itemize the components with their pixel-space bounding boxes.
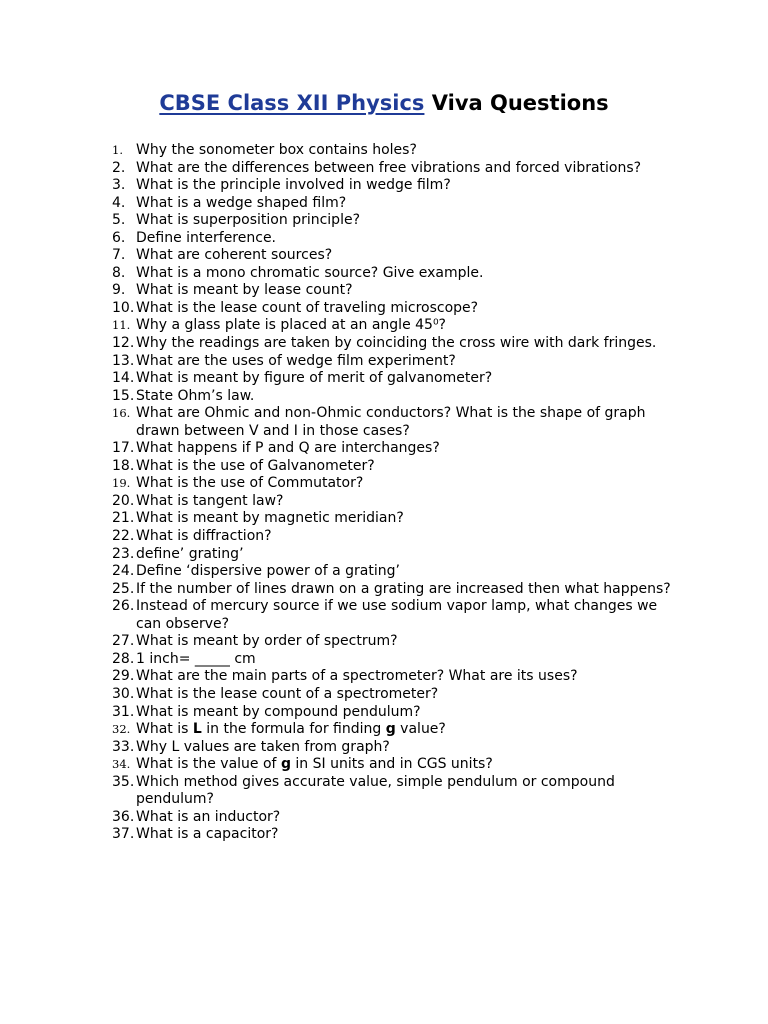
question-text: What is meant by magnetic meridian? [136, 510, 404, 527]
question-number: 19. [112, 476, 131, 491]
question-number: 11. [112, 318, 131, 333]
question-text: What are the main parts of a spectrometer? What are its uses? [136, 668, 578, 685]
question-text-part: What is [136, 721, 193, 738]
question-text: What are Ohmic and non-Ohmic conductors? What is the shape of graph drawn between V and I in those cases? [136, 405, 650, 439]
question-text: What is diffraction? [136, 528, 272, 545]
question-text: State Ohm’s law. [136, 387, 255, 404]
list-item [112, 546, 672, 564]
title-link[interactable]: CBSE Class XII Physics [159, 91, 425, 115]
question-text: What are the differences between free vibrations and forced vibrations? [136, 159, 642, 176]
list-item [112, 353, 672, 371]
list-item [112, 651, 672, 669]
question-text: What is the lease count of traveling microscope? [136, 299, 479, 316]
question-text: What is meant by lease count? [136, 282, 353, 299]
list-item [112, 160, 672, 178]
question-text: What is meant by order of spectrum? [136, 633, 398, 650]
question-text [136, 756, 672, 774]
list-item [112, 388, 672, 406]
bold-term: L [192, 721, 202, 738]
list-item [112, 739, 672, 757]
list-item [112, 212, 672, 230]
question-text: What happens if P and Q are interchanges? [136, 440, 440, 457]
question-text: What is a wedge shaped film? [136, 194, 347, 211]
question-text: What is a capacitor? [136, 826, 279, 843]
list-item [112, 230, 672, 248]
question-number: 18. [112, 457, 135, 474]
bold-term: g [385, 721, 396, 738]
list-item [112, 475, 672, 493]
question-text: What is the use of Galvanometer? [136, 457, 375, 474]
question-number: 7. [112, 247, 126, 264]
question-text: What is tangent law? [136, 492, 284, 509]
question-number: 28. [112, 650, 135, 667]
list-item [112, 247, 672, 265]
question-number: 15. [112, 387, 135, 404]
question-number: 25. [112, 580, 135, 597]
question-number: 27. [112, 633, 135, 650]
list-item [112, 686, 672, 704]
question-text: Define interference. [136, 229, 277, 246]
question-number: 35. [112, 773, 135, 790]
question-number: 16. [112, 406, 131, 421]
list-item [112, 195, 672, 213]
question-text: Define ‘dispersive power of a grating’ [136, 563, 400, 580]
list-item [112, 317, 672, 335]
question-number: 23. [112, 545, 135, 562]
list-item [112, 721, 672, 739]
question-text: Why the sonometer box contains holes? [136, 142, 417, 158]
question-number: 9. [112, 282, 126, 299]
question-text-part: value? [395, 721, 446, 738]
question-number: 12. [112, 335, 135, 352]
question-number: 10. [112, 299, 135, 316]
question-number: 6. [112, 229, 126, 246]
question-number: 13. [112, 352, 135, 369]
question-text: What is meant by figure of merit of galvanometer? [136, 370, 493, 387]
question-number: 2. [112, 159, 126, 176]
list-item [112, 633, 672, 651]
question-list [112, 142, 672, 844]
question-number: 20. [112, 492, 135, 509]
list-item [112, 563, 672, 581]
list-item [112, 282, 672, 300]
question-number: 31. [112, 703, 135, 720]
list-item [112, 440, 672, 458]
question-text: Instead of mercury source if we use sodium vapor lamp, what changes we can observe? [136, 598, 662, 632]
list-item [112, 177, 672, 195]
question-text: What are coherent sources? [136, 247, 333, 264]
list-item [112, 300, 672, 318]
list-item [112, 826, 672, 844]
question-text [136, 721, 672, 739]
question-text: What is the principle involved in wedge film? [136, 177, 451, 194]
question-text-part: in SI units and in CGS units? [290, 756, 493, 773]
list-item [112, 598, 672, 633]
list-item [112, 581, 672, 599]
question-number: 4. [112, 194, 126, 211]
list-item [112, 528, 672, 546]
question-number: 36. [112, 808, 135, 825]
question-number: 17. [112, 440, 135, 457]
list-item [112, 809, 672, 827]
question-number: 34. [112, 757, 131, 772]
list-item [112, 774, 672, 809]
list-item [112, 335, 672, 353]
question-text-part: in the formula for finding [201, 721, 386, 738]
list-item [112, 142, 672, 160]
list-item [112, 704, 672, 722]
question-text: What are the uses of wedge film experiment? [136, 352, 456, 369]
bold-term: g [280, 756, 291, 773]
question-text: What is superposition principle? [136, 212, 361, 229]
list-item [112, 756, 672, 774]
question-text-part: What is the value of [136, 756, 281, 773]
question-text: Which method gives accurate value, simple pendulum or compound pendulum? [136, 773, 620, 808]
question-number: 30. [112, 685, 135, 702]
question-number: 5. [112, 212, 126, 229]
question-text: What is an inductor? [136, 808, 281, 825]
question-number: 32. [112, 722, 131, 737]
question-number: 29. [112, 668, 135, 685]
list-item [112, 405, 672, 440]
question-text: What is meant by compound pendulum? [136, 703, 421, 720]
question-number: 37. [112, 826, 135, 843]
question-number: 26. [112, 598, 135, 615]
question-number: 33. [112, 738, 135, 755]
question-text: Why the readings are taken by coinciding the cross wire with dark fringes. [136, 335, 657, 352]
list-item [112, 370, 672, 388]
question-text: define’ grating’ [136, 545, 244, 562]
question-text: What is a mono chromatic source? Give example. [136, 264, 484, 281]
question-text: If the number of lines drawn on a grating are increased then what happens? [136, 580, 671, 597]
question-text: What is the lease count of a spectrometer? [136, 685, 439, 702]
list-item [112, 458, 672, 476]
list-item [112, 265, 672, 283]
question-number: 3. [112, 177, 126, 194]
question-number: 21. [112, 510, 135, 527]
list-item [112, 493, 672, 511]
question-text: What is the use of Commutator? [136, 475, 364, 492]
title-rest: Viva Questions [424, 91, 609, 115]
question-number: 24. [112, 563, 135, 580]
question-number: 8. [112, 264, 126, 281]
question-text: Why a glass plate is placed at an angle 45⁰? [136, 317, 446, 334]
list-item [112, 510, 672, 528]
question-number: 14. [112, 370, 135, 387]
question-text: 1 inch= _____ cm [136, 650, 256, 667]
question-number: 1. [112, 143, 123, 157]
question-text: Why L values are taken from graph? [136, 738, 390, 755]
list-item [112, 668, 672, 686]
page-title [0, 88, 768, 118]
question-number: 22. [112, 528, 135, 545]
